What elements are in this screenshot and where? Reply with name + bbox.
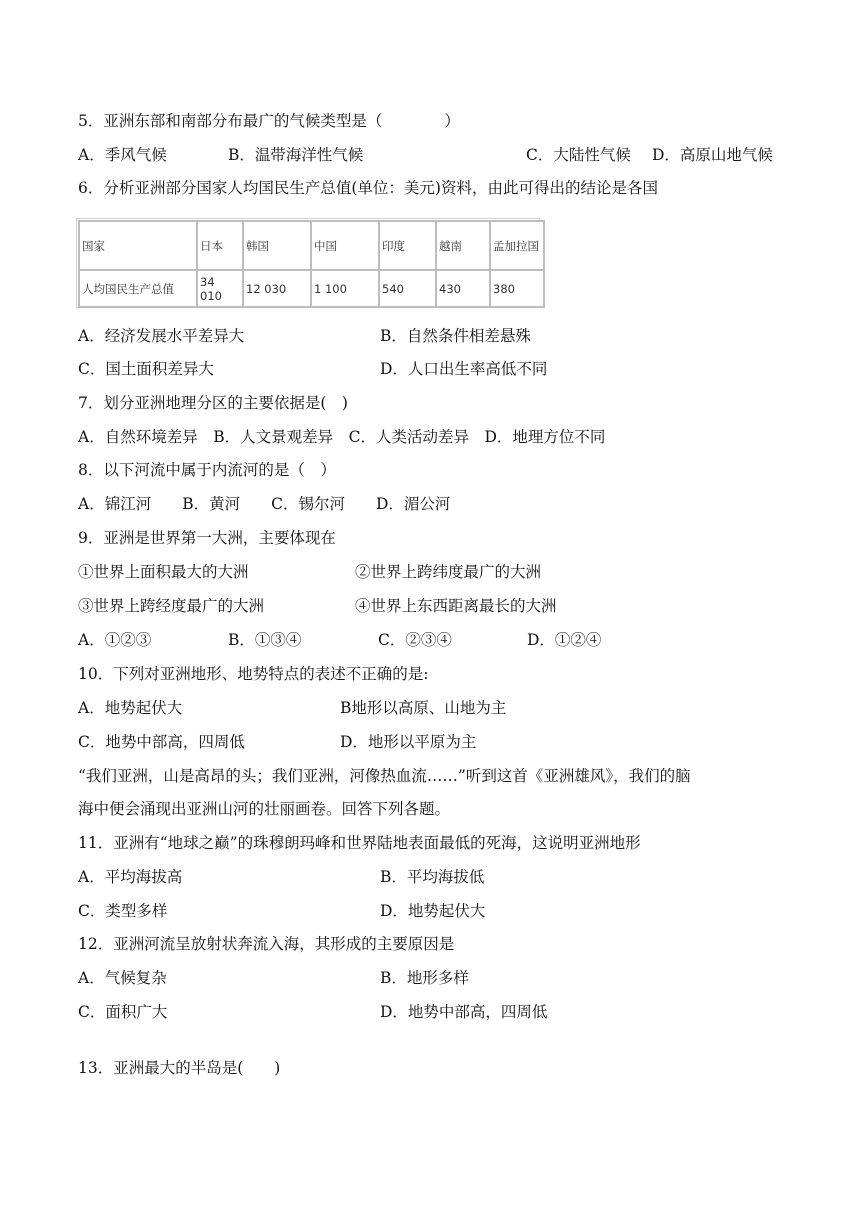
q5-option-a: A．季风气候 (78, 146, 167, 164)
table-header-row (79, 221, 544, 270)
q9-statement-4: ④世界上东西距离最长的大洲 (355, 597, 557, 615)
q5-stem: 5．亚洲东部和南部分布最广的气候类型是（ ） (78, 112, 460, 130)
table-cell: 人均国民生产总值 (79, 270, 197, 307)
q11-stem: 11．亚洲有“地球之巅”的珠穆朗玛峰和世界陆地表面最低的死海，这说明亚洲地形 (78, 834, 641, 852)
table-cell: 1 100 (311, 270, 379, 307)
q9-option-c: C．②③④ (378, 631, 452, 649)
q12-stem: 12．亚洲河流呈放射状奔流入海，其形成的主要原因是 (78, 935, 455, 953)
q12-option-c: C．面积广大 (78, 1003, 168, 1021)
table-cell: 540 (379, 270, 436, 307)
table-cell: 380 (490, 270, 544, 307)
q6-stem: 6．分析亚洲部分国家人均国民生产总值(单位：美元)资料，由此可得出的结论是各国 (78, 179, 658, 197)
q9-statement-3: ③世界上跨经度最广的大洲 (78, 597, 265, 615)
gnp-table (78, 220, 545, 308)
q11-option-c: C．类型多样 (78, 902, 168, 920)
q13-stem: 13．亚洲最大的半岛是( ) (78, 1059, 281, 1077)
table-row (79, 270, 544, 307)
q10-option-a: A．地势起伏大 (78, 699, 183, 717)
q11-option-b: B．平均海拔低 (380, 868, 485, 886)
q9-statement-2: ②世界上跨纬度最广的大洲 (355, 563, 542, 581)
q10-option-d: D．地形以平原为主 (340, 733, 477, 751)
q6-option-c: C．国土面积差异大 (78, 360, 214, 378)
q11-option-d: D．地势起伏大 (380, 902, 486, 920)
table-cell: 孟加拉国 (490, 221, 544, 270)
q5-option-c: C．大陆性气候 (526, 146, 631, 164)
passage-line-1: “我们亚洲，山是高昂的头；我们亚洲，河像热血流……”听到这首《亚洲雄风》，我们的脑 (78, 767, 691, 785)
table-cell: 韩国 (243, 221, 311, 270)
table-cell: 12 030 (243, 270, 311, 307)
q10-stem: 10．下列对亚洲地形、地势特点的表述不正确的是: (78, 665, 429, 683)
q9-statement-1: ①世界上面积最大的大洲 (78, 563, 249, 581)
q5-option-d: D．高原山地气候 (652, 146, 773, 164)
passage-line-2: 海中便会涌现出亚洲山河的壮丽画卷。回答下列各题。 (78, 800, 451, 818)
q9-option-b: B．①③④ (228, 631, 302, 649)
q10-option-b: B地形以高原、山地为主 (340, 699, 507, 717)
table-cell: 印度 (379, 221, 436, 270)
q5-option-b: B．温带海洋性气候 (228, 146, 364, 164)
q12-option-b: B．地形多样 (380, 969, 469, 987)
table-cell: 日本 (197, 221, 243, 270)
q9-option-d: D．①②④ (527, 631, 602, 649)
q6-option-a: A．经济发展水平差异大 (78, 327, 245, 345)
q11-option-a: A．平均海拔高 (78, 868, 183, 886)
q6-option-d: D．人口出生率高低不同 (380, 360, 548, 378)
q8-stem: 8．以下河流中属于内流河的是（ ） (78, 461, 336, 479)
table-cell: 34 010 (197, 270, 243, 307)
q9-stem: 9．亚洲是世界第一大洲，主要体现在 (78, 529, 336, 547)
q12-option-d: D．地势中部高，四周低 (380, 1003, 548, 1021)
q10-option-c: C．地势中部高，四周低 (78, 733, 245, 751)
table-cell: 中国 (311, 221, 379, 270)
q7-options: A．自然环境差异 B．人文景观差异 C．人类活动差异 D．地理方位不同 (78, 428, 606, 446)
q6-option-b: B．自然条件相差悬殊 (380, 327, 531, 345)
table-cell: 越南 (436, 221, 490, 270)
q8-options: A．锦江河 B．黄河 C．锡尔河 D．湄公河 (78, 495, 451, 513)
q7-stem: 7．划分亚洲地理分区的主要依据是( ) (78, 394, 348, 412)
table-cell: 国家 (79, 221, 197, 270)
q12-option-a: A．气候复杂 (78, 969, 167, 987)
q9-option-a: A．①②③ (78, 631, 152, 649)
table-cell: 430 (436, 270, 490, 307)
